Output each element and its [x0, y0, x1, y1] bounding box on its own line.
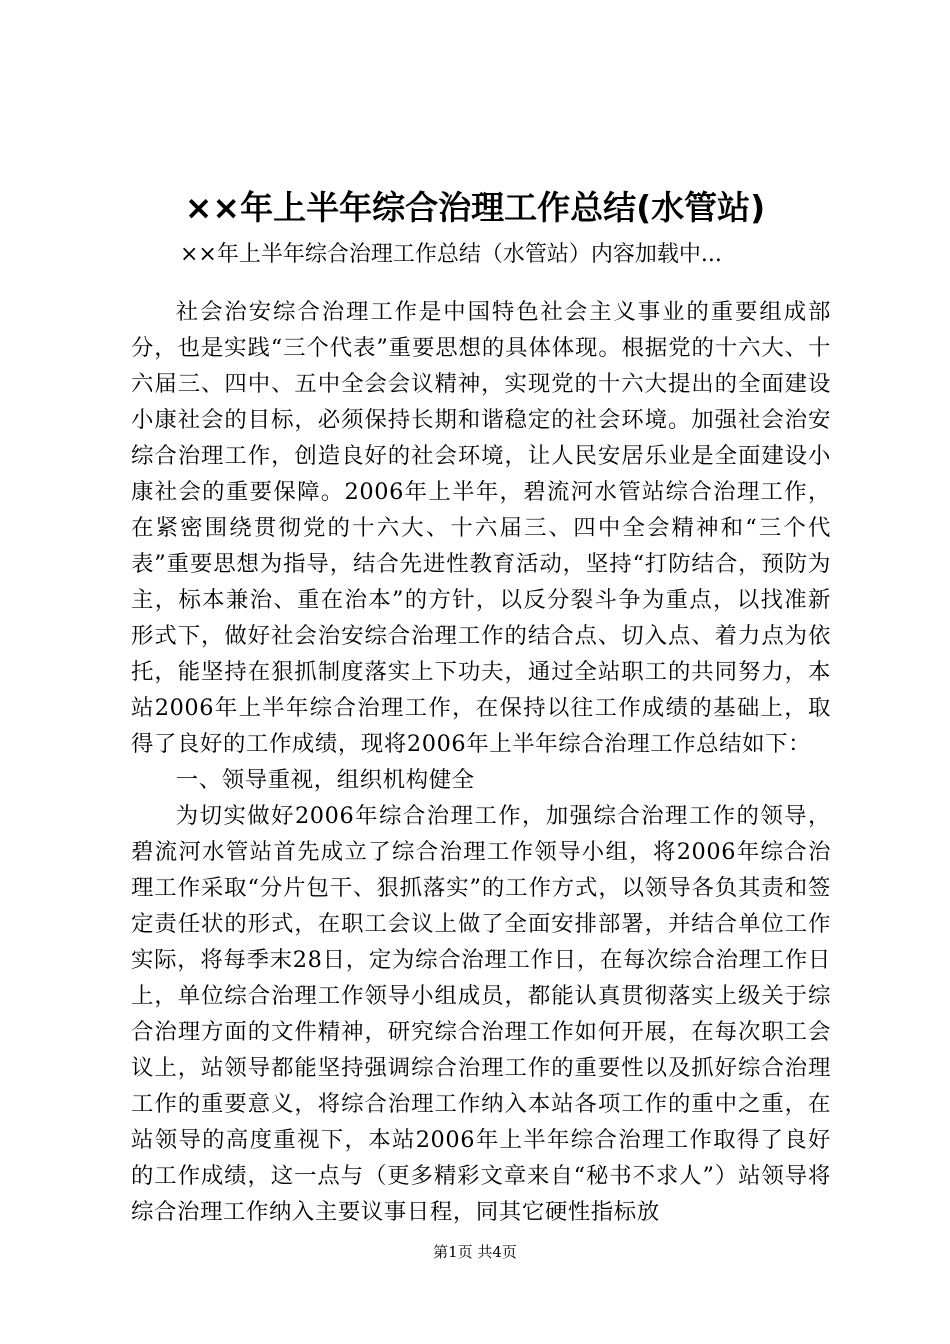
section-heading-1: 一、领导重视，组织机构健全 [175, 767, 475, 793]
document-body [131, 294, 831, 1230]
paragraph-section-1: 为切实做好2006年综合治理工作，加强综合治理工作的领导，碧流河水管站首先成立了综合治理工作领导小组，将2006年综合治理工作采取“分片包干、狠抓落实”的工作方式，以领导各负其责和签定责任状的形式，在职工会议上做了全面安排部署，并结合单位工作实际，将每季末28日，定为综合治理工作日，在每次综合治理工作日上，单位综合治理工作领导小组成员，都能认真贯彻落实上级关于综合治理方面的文件精神，研究综合治理工作如何开展，在每次职工会议上，站领导都能坚持强调综合治理工作的重要性以及抓好综合治理工作的重要意义，将综合治理工作纳入本站各项工作的重中之重，在站领导的高度重视下，本站2006年上半年综合治理工作取得了良好的工作成绩，这一点与（更多精彩文章来自“秘书不求人”）站领导将综合治理工作纳入主要议事日程，同其它硬性指标放 [131, 803, 831, 1225]
paragraph-intro: 社会治安综合治理工作是中国特色社会主义事业的重要组成部分，也是实践“三个代表”重要思想的具体体现。根据党的十六大、十六届三、四中、五中全会会议精神，实现党的十六大提出的全面建设小康社会的目标，必须保持长期和谐稳定的社会环境。加强社会治安综合治理工作，创造良好的社会环境，让人民安居乐业是全面建设小康社会的重要保障。2006年上半年，碧流河水管站综合治理工作，在紧密围绕贯彻党的十六大、十六届三、四中全会精神和“三个代表”重要思想为指导，结合先进性教育活动，坚持“打防结合，预防为主，标本兼治、重在治本”的方针，以反分裂斗争为重点，以找准新形式下，做好社会治安综合治理工作的结合点、切入点、着力点为依托，能坚持在狠抓制度落实上下功夫，通过全站职工的共同努力，本站2006年上半年综合治理工作，在保持以往工作成绩的基础上，取得了良好的工作成绩，现将2006年上半年综合治理工作总结如下： [131, 299, 831, 757]
document-subtitle: ××年上半年综合治理工作总结（水管站）内容加载中... [180, 242, 722, 267]
document-title: ××年上半年综合治理工作总结(水管站) [184, 188, 766, 227]
page-footer: 第1页 共4页 [433, 1243, 517, 1261]
